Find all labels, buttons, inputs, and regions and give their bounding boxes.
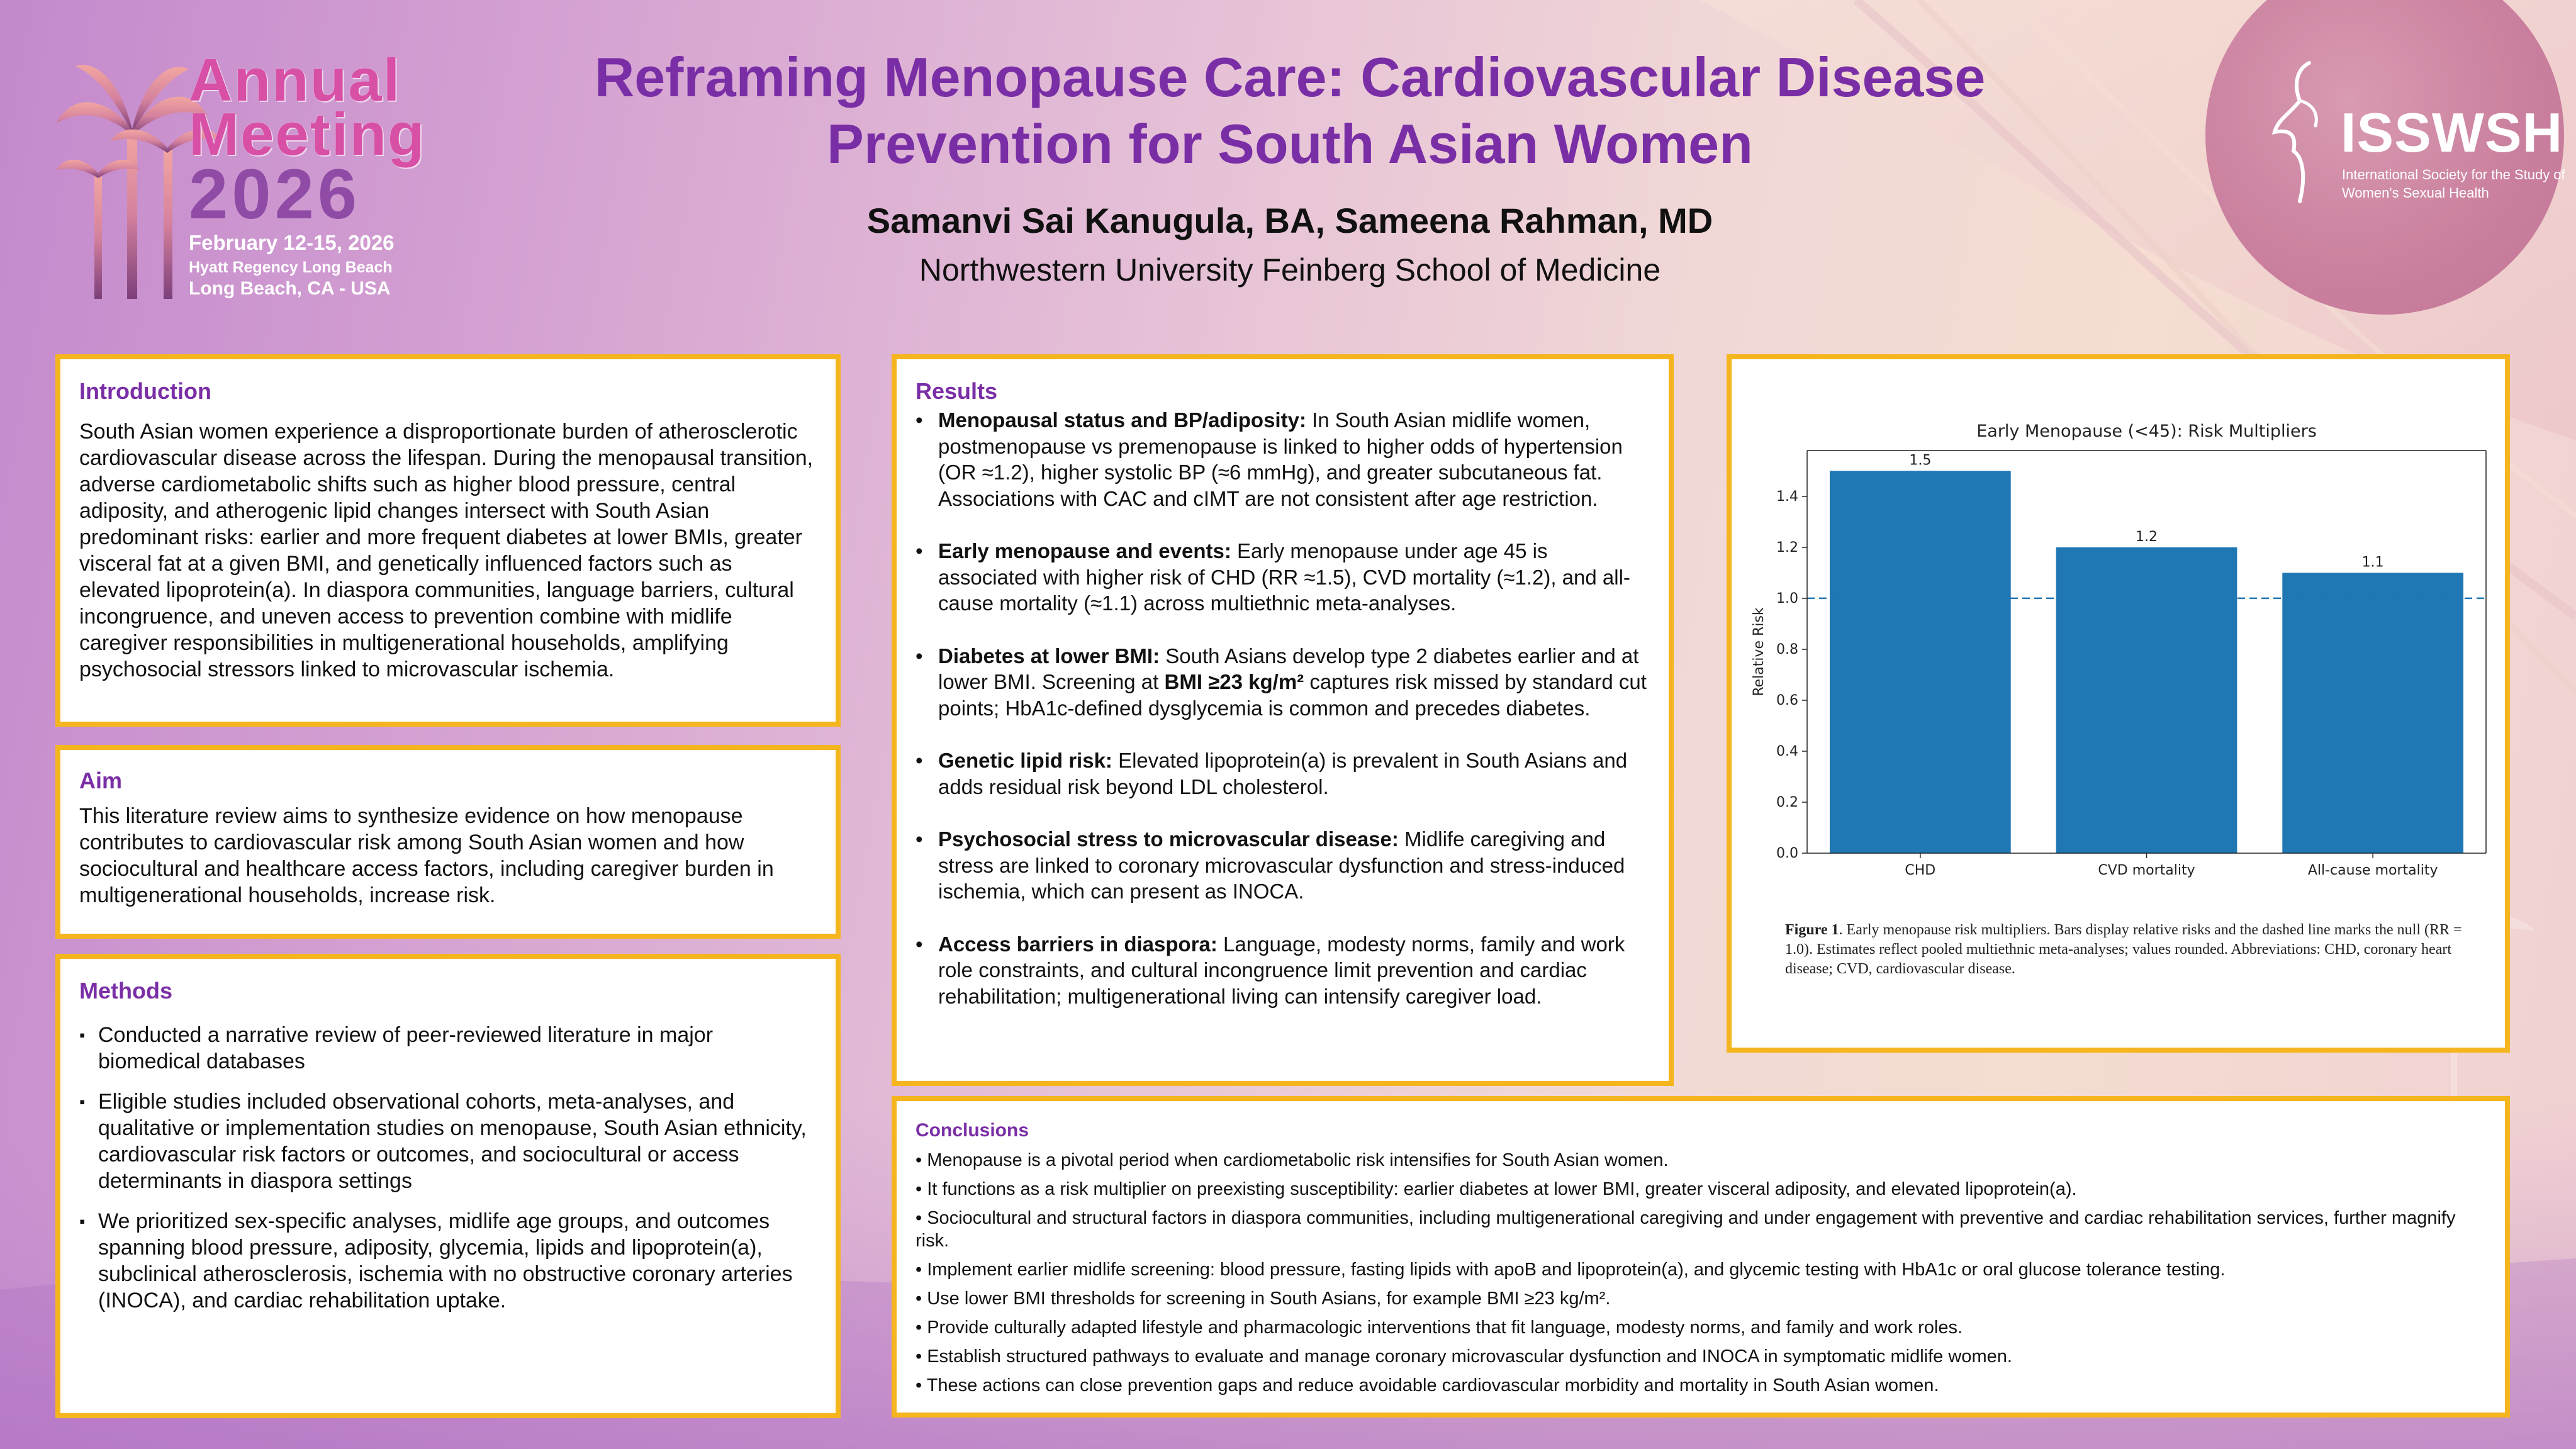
chart-x-tick-label: CHD <box>1905 863 1936 878</box>
results-item-text-post: captures risk missed by standard cut points; HbA1c-defined dysglycemia is common and precedes diabetes. <box>938 670 1647 720</box>
isswsh-name: ISSWSH <box>2341 101 2563 164</box>
introduction-text: South Asian women experience a disproportionate burden of atherosclerotic cardiovascular disease across the lifespan. During the menopausal transition, adverse cardiometabolic shifts such as higher blood pressure, central adiposity, and atherogenic lipid changes intersect with South Asian predominant risks: earlier and more frequent diabetes at lower BMIs, greater visceral fat at a given BMI, and genetically influenced factors such as elevated lipoprotein(a). In diaspora communities, language barriers, cultural incongruence, and uneven access to prevention combine with midlife caregiver responsibilities in multigenerational households, amplifying psychosocial stressors linked to microvascular ischemia. <box>79 420 814 681</box>
bullet-icon: • <box>916 1318 922 1338</box>
conference-name-line2: Meeting <box>189 101 426 168</box>
results-item <box>916 538 1650 617</box>
results-item <box>916 931 1650 1010</box>
conclusions-heading: Conclusions <box>916 1120 1029 1141</box>
figure-panel <box>1727 354 2510 1053</box>
bullet-icon: • <box>916 827 923 851</box>
chart-y-tick-label: 1.4 <box>1776 488 1798 505</box>
bullet-icon: • <box>916 644 923 668</box>
chart-y-tick-label: 1.2 <box>1776 539 1798 556</box>
introduction-heading: Introduction <box>79 378 211 404</box>
results-item-lead: Genetic lipid risk: <box>938 749 1112 772</box>
methods-item <box>79 1022 817 1075</box>
results-item-text: Midlife caregiving and stress are linked to coronary microvascular dysfunction and stress-induced ischemia, which can present as INOCA. <box>938 827 1625 903</box>
chart-y-tick-label: 0.8 <box>1776 641 1798 657</box>
results-item <box>916 643 1650 722</box>
conclusion-item-text: Provide culturally adapted lifestyle and pharmacologic interventions that fit language, modesty norms, and family and work roles. <box>927 1318 1963 1338</box>
results-item-lead: Early menopause and events: <box>938 539 1231 562</box>
conclusions-panel <box>892 1096 2510 1418</box>
results-item-bold: BMI ≥23 kg/m² <box>1164 670 1304 693</box>
conclusion-item <box>916 1207 2486 1252</box>
figure-caption-text: . Early menopause risk multipliers. Bars display relative risks and the dashed line marks the null (RR = 1.0). Estimates reflect pooled multiethnic meta-analyses; values rounded. Abbreviations: CHD, coronary heart disease; CVD, cardiovascular disease. <box>1785 922 2462 977</box>
chart-y-axis-label: Relative Risk <box>1751 607 1767 697</box>
bullet-icon: • <box>916 1375 922 1396</box>
figure-caption <box>1785 920 2477 979</box>
conference-name-line1: Annual <box>189 47 401 114</box>
figure-caption-label: Figure 1 <box>1785 922 1839 938</box>
results-heading: Results <box>916 378 998 404</box>
results-item-text: Language, modesty norms, family and work role constraints, and cultural incongruence limit prevention and cardiac rehabilitation; multigenerational living can intensify caregiver load. <box>938 932 1625 1008</box>
bullet-icon: • <box>916 1208 922 1228</box>
aim-panel <box>55 745 841 939</box>
bullet-icon: • <box>916 1260 922 1280</box>
conclusion-item-text: Establish structured pathways to evaluate and manage coronary microvascular dysfunction and INOCA in symptomatic midlife women. <box>927 1346 2012 1367</box>
poster-affiliation: Northwestern University Feinberg School of Medicine <box>919 252 1661 288</box>
bullet-icon: • <box>916 539 923 562</box>
results-item <box>916 826 1650 905</box>
chart-data-label: 1.5 <box>1909 452 1932 469</box>
conference-branding <box>189 47 426 299</box>
bullet-icon: • <box>916 1346 922 1367</box>
chart-bar <box>1830 471 2011 853</box>
results-panel <box>892 354 1674 1086</box>
poster-authors: Samanvi Sai Kanugula, BA, Sameena Rahman, MD <box>866 201 1713 240</box>
poster-title: Reframing Menopause Care: Cardiovascular Disease Prevention for South Asian Women <box>594 46 1986 175</box>
conclusion-item-text: Sociocultural and structural factors in diaspora communities, including multigenerational caregiving and under engagement with preventive and cardiac rehabilitation services, further magnify risk. <box>916 1208 2456 1251</box>
chart-y-tick-label: 0.4 <box>1776 743 1798 759</box>
chart-data-label: 1.1 <box>2361 554 2384 571</box>
conclusion-item-text: Use lower BMI thresholds for screening in South Asians, for example BMI ≥23 kg/m². <box>927 1289 1611 1309</box>
results-item-lead: Diabetes at lower BMI: <box>938 644 1160 668</box>
conclusion-item-text: These actions can close prevention gaps and reduce avoidable cardiovascular morbidity and mortality in South Asian women. <box>926 1375 1939 1396</box>
chart-y-tick-label: 0.0 <box>1776 846 1798 861</box>
bullet-icon: • <box>916 1179 922 1199</box>
methods-item-text: We prioritized sex-specific analyses, midlife age groups, and outcomes spanning blood pressure, adiposity, glycemia, lipids and lipoprotein(a), subclinical atherosclerosis, ischemia with no obstructive coronary arteries (INOCA), and cardiac rehabilitation uptake. <box>98 1209 793 1312</box>
aim-heading: Aim <box>79 768 123 793</box>
bullet-icon: • <box>916 1289 922 1309</box>
conclusion-item-text: Menopause is a pivotal period when cardiometabolic risk intensifies for South Asian women. <box>927 1150 1669 1170</box>
bullet-icon: • <box>916 1150 922 1170</box>
conclusion-item-text: Implement earlier midlife screening: blood pressure, fasting lipids with apoB and lipoprotein(a), and glycemic testing with HbA1c or oral glucose tolerance testing. <box>927 1260 2226 1280</box>
methods-item <box>79 1208 817 1314</box>
conclusion-item <box>916 1287 2486 1310</box>
introduction-panel <box>55 354 841 727</box>
bullet-icon: • <box>916 932 923 956</box>
methods-heading: Methods <box>79 978 172 1004</box>
results-item-text: Early menopause under age 45 is associated with higher risk of CHD (RR ≈1.5), CVD mortality (≈1.2), and all-cause mortality (≈1.1) across multiethnic meta-analyses. <box>938 539 1630 615</box>
chart-bar <box>2056 547 2237 853</box>
conclusion-item <box>916 1258 2486 1281</box>
results-item-lead: Psychosocial stress to microvascular disease: <box>938 827 1399 851</box>
methods-item-text: Conducted a narrative review of peer-reviewed literature in major biomedical databases <box>98 1023 714 1073</box>
conclusion-item <box>916 1345 2486 1368</box>
results-item-lead: Menopausal status and BP/adiposity: <box>938 408 1306 432</box>
conclusion-item-text: It functions as a risk multiplier on preexisting susceptibility: earlier diabetes at lower BMI, greater visceral adiposity, and elevated lipoprotein(a). <box>927 1179 2077 1199</box>
aim-text: This literature review aims to synthesize evidence on how menopause contributes to cardiovascular risk among South Asian women and how sociocultural and healthcare access factors, including caregiver burden in multigenerational households, increase risk. <box>79 804 774 907</box>
chart-data-label: 1.2 <box>2136 529 2158 545</box>
conference-dates: February 12-15, 2026 <box>189 231 395 254</box>
chart-y-tick-label: 1.0 <box>1776 590 1798 607</box>
methods-panel <box>55 954 841 1418</box>
conclusions-list <box>916 1149 2486 1397</box>
bullet-icon: ▪ <box>79 1212 86 1231</box>
conference-city: Long Beach, CA - USA <box>189 278 391 299</box>
methods-item-text: Eligible studies included observational cohorts, meta-analyses, and qualitative or implementation studies on menopause, South Asian ethnicity, cardiovascular risk factors or outcomes, and sociocultural or access determinants in diaspora settings <box>98 1090 807 1193</box>
woman-silhouette-icon <box>2265 57 2334 208</box>
isswsh-full-name: International Society for the Study of Women's Sexual Health <box>2342 167 2565 201</box>
conclusion-item <box>916 1178 2486 1200</box>
conference-year: 2026 <box>189 155 361 233</box>
results-item <box>916 747 1650 800</box>
conclusion-item <box>916 1374 2486 1397</box>
chart-y-tick-label: 0.6 <box>1776 692 1798 708</box>
chart-bar <box>2282 573 2463 853</box>
methods-item <box>79 1088 817 1194</box>
results-item-text: Elevated lipoprotein(a) is prevalent in South Asians and adds residual risk beyond LDL cholesterol. <box>938 749 1628 798</box>
conclusion-item <box>916 1316 2486 1339</box>
results-item <box>916 407 1650 512</box>
chart-x-tick-label: CVD mortality <box>2098 863 2195 878</box>
results-item-text: In South Asian midlife women, postmenopause vs premenopause is linked to higher odds of hypertension (OR ≈1.2), higher systolic BP (≈6 mmHg), and greater subcutaneous fat. Associations with CAC and cIMT are not consistent after age restriction. <box>938 408 1623 510</box>
conclusion-item <box>916 1149 2486 1172</box>
bar-chart <box>1732 359 2505 913</box>
conference-venue: Hyatt Regency Long Beach <box>189 259 393 276</box>
bullet-icon: • <box>916 749 923 772</box>
chart-y-tick-label: 0.2 <box>1776 794 1798 810</box>
chart-title: Early Menopause (<45): Risk Multipliers <box>1976 422 2317 441</box>
bullet-icon: • <box>916 408 923 432</box>
results-item-text: South Asians develop type 2 diabetes earlier and at lower BMI. Screening at <box>938 644 1639 693</box>
bullet-icon: ▪ <box>79 1092 86 1111</box>
results-item-lead: Access barriers in diaspora: <box>938 932 1218 956</box>
bullet-icon: ▪ <box>79 1026 86 1044</box>
chart-x-tick-label: All-cause mortality <box>2307 863 2438 878</box>
